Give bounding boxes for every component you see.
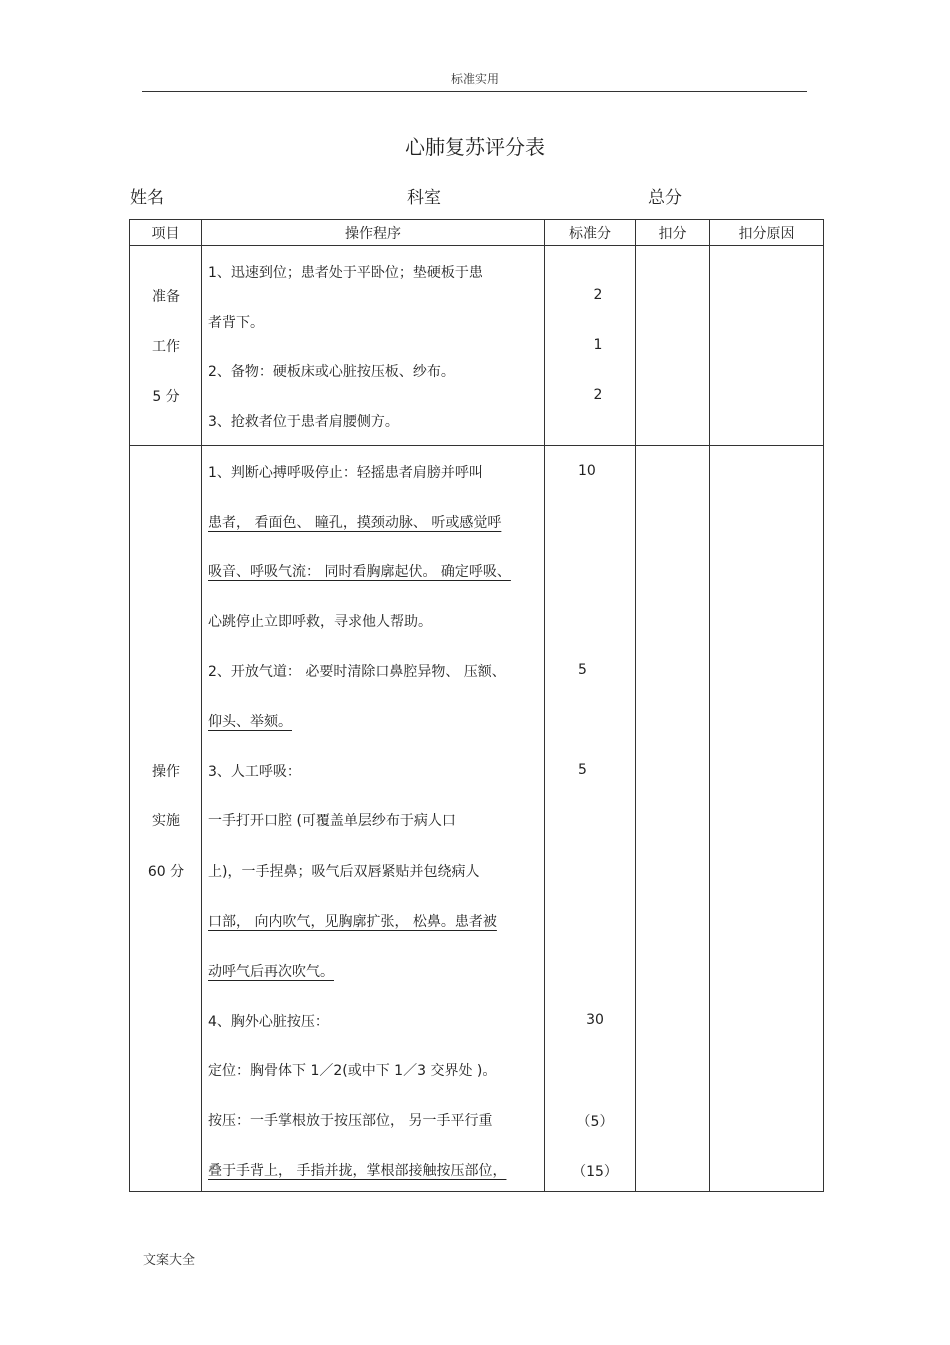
procedure-cell <box>202 246 545 446</box>
column-header-standard-score: 标准分 <box>545 220 636 246</box>
score-value: （5） <box>576 1114 614 1130</box>
page-title: 心肺复苏评分表 <box>405 135 545 159</box>
cpr-score-table <box>129 219 824 1192</box>
procedure-line: 按压：一手掌根放于按压部位， 另一手平行重 <box>208 1113 493 1129</box>
category-line: 操作 <box>152 764 180 780</box>
procedure-line: 定位：胸骨体下 1／2(或中下 1／3 交界处 )。 <box>208 1063 497 1079</box>
name-label: 姓名 <box>130 188 164 208</box>
category-line: 工作 <box>152 339 180 355</box>
category-line: 准备 <box>152 289 180 305</box>
score-value: （15） <box>572 1164 618 1180</box>
column-header-procedure: 操作程序 <box>202 220 545 246</box>
procedure-line: 叠于手背上， 手指并拢，掌根部接触按压部位， <box>208 1163 507 1179</box>
procedure-cell <box>202 446 545 1192</box>
score-value: 10 <box>578 463 596 479</box>
table-header-row <box>130 220 824 246</box>
procedure-line: 2、备物：硬板床或心脏按压板、纱布。 <box>208 364 455 380</box>
procedure-line: 3、人工呼吸： <box>208 764 301 780</box>
page-footer: 文案大全 <box>143 1253 196 1268</box>
score-value: 30 <box>586 1012 604 1028</box>
score-value: 5 <box>578 662 587 678</box>
procedure-line: 心跳停止立即呼救，寻求他人帮助。 <box>208 614 432 630</box>
procedure-line: 3、抢救者位于患者肩腰侧方。 <box>208 414 399 430</box>
score-value: 5 <box>578 762 587 778</box>
column-header-item: 项目 <box>130 220 202 246</box>
page-header: 标准实用 <box>450 72 499 86</box>
procedure-line: 口部， 向内吹气，见胸廓扩张， 松鼻。患者被 <box>208 914 497 930</box>
deduction-cell <box>636 446 710 1192</box>
procedure-line: 1、迅速到位；患者处于平卧位；垫硬板于患 <box>208 265 483 281</box>
category-line: 实施 <box>152 813 180 829</box>
table-row <box>130 446 824 1192</box>
total-score-label: 总分 <box>648 188 682 208</box>
score-value: 2 <box>593 287 603 303</box>
procedure-line: 上)，一手捏鼻；吸气后双唇紧贴并包绕病人 <box>208 864 480 880</box>
score-value: 2 <box>593 387 603 403</box>
score-value: 1 <box>593 337 603 353</box>
procedure-line: 4、胸外心脏按压： <box>208 1014 329 1030</box>
procedure-line: 动呼气后再次吹气。 <box>208 964 334 980</box>
category-cell <box>130 446 202 1192</box>
category-line: 5 分 <box>152 389 180 405</box>
column-header-deduction: 扣分 <box>636 220 710 246</box>
standard-score-cell <box>545 446 636 1192</box>
category-line: 60 分 <box>147 864 185 880</box>
procedure-line: 一手打开口腔 (可覆盖单层纱布于病人口 <box>208 813 456 829</box>
procedure-line: 患者， 看面色、 瞳孔，摸颈动脉、 听或感觉呼 <box>208 515 502 531</box>
procedure-line: 2、开放气道： 必要时清除口鼻腔异物、 压额、 <box>208 664 506 680</box>
header-divider <box>142 91 807 92</box>
column-header-deduction-reason: 扣分原因 <box>710 220 824 246</box>
department-label: 科室 <box>407 188 441 208</box>
procedure-line: 1、判断心搏呼吸停止：轻摇患者肩膀并呼叫 <box>208 465 483 481</box>
procedure-line: 者背下。 <box>208 315 264 331</box>
standard-score-cell <box>545 246 636 446</box>
procedure-line: 吸音、呼吸气流： 同时看胸廓起伏。 确定呼吸、 <box>208 564 511 580</box>
deduction-reason-cell <box>710 246 824 446</box>
table-row <box>130 246 824 446</box>
category-cell <box>130 246 202 446</box>
procedure-line: 仰头、举颏。 <box>208 714 292 730</box>
deduction-reason-cell <box>710 446 824 1192</box>
